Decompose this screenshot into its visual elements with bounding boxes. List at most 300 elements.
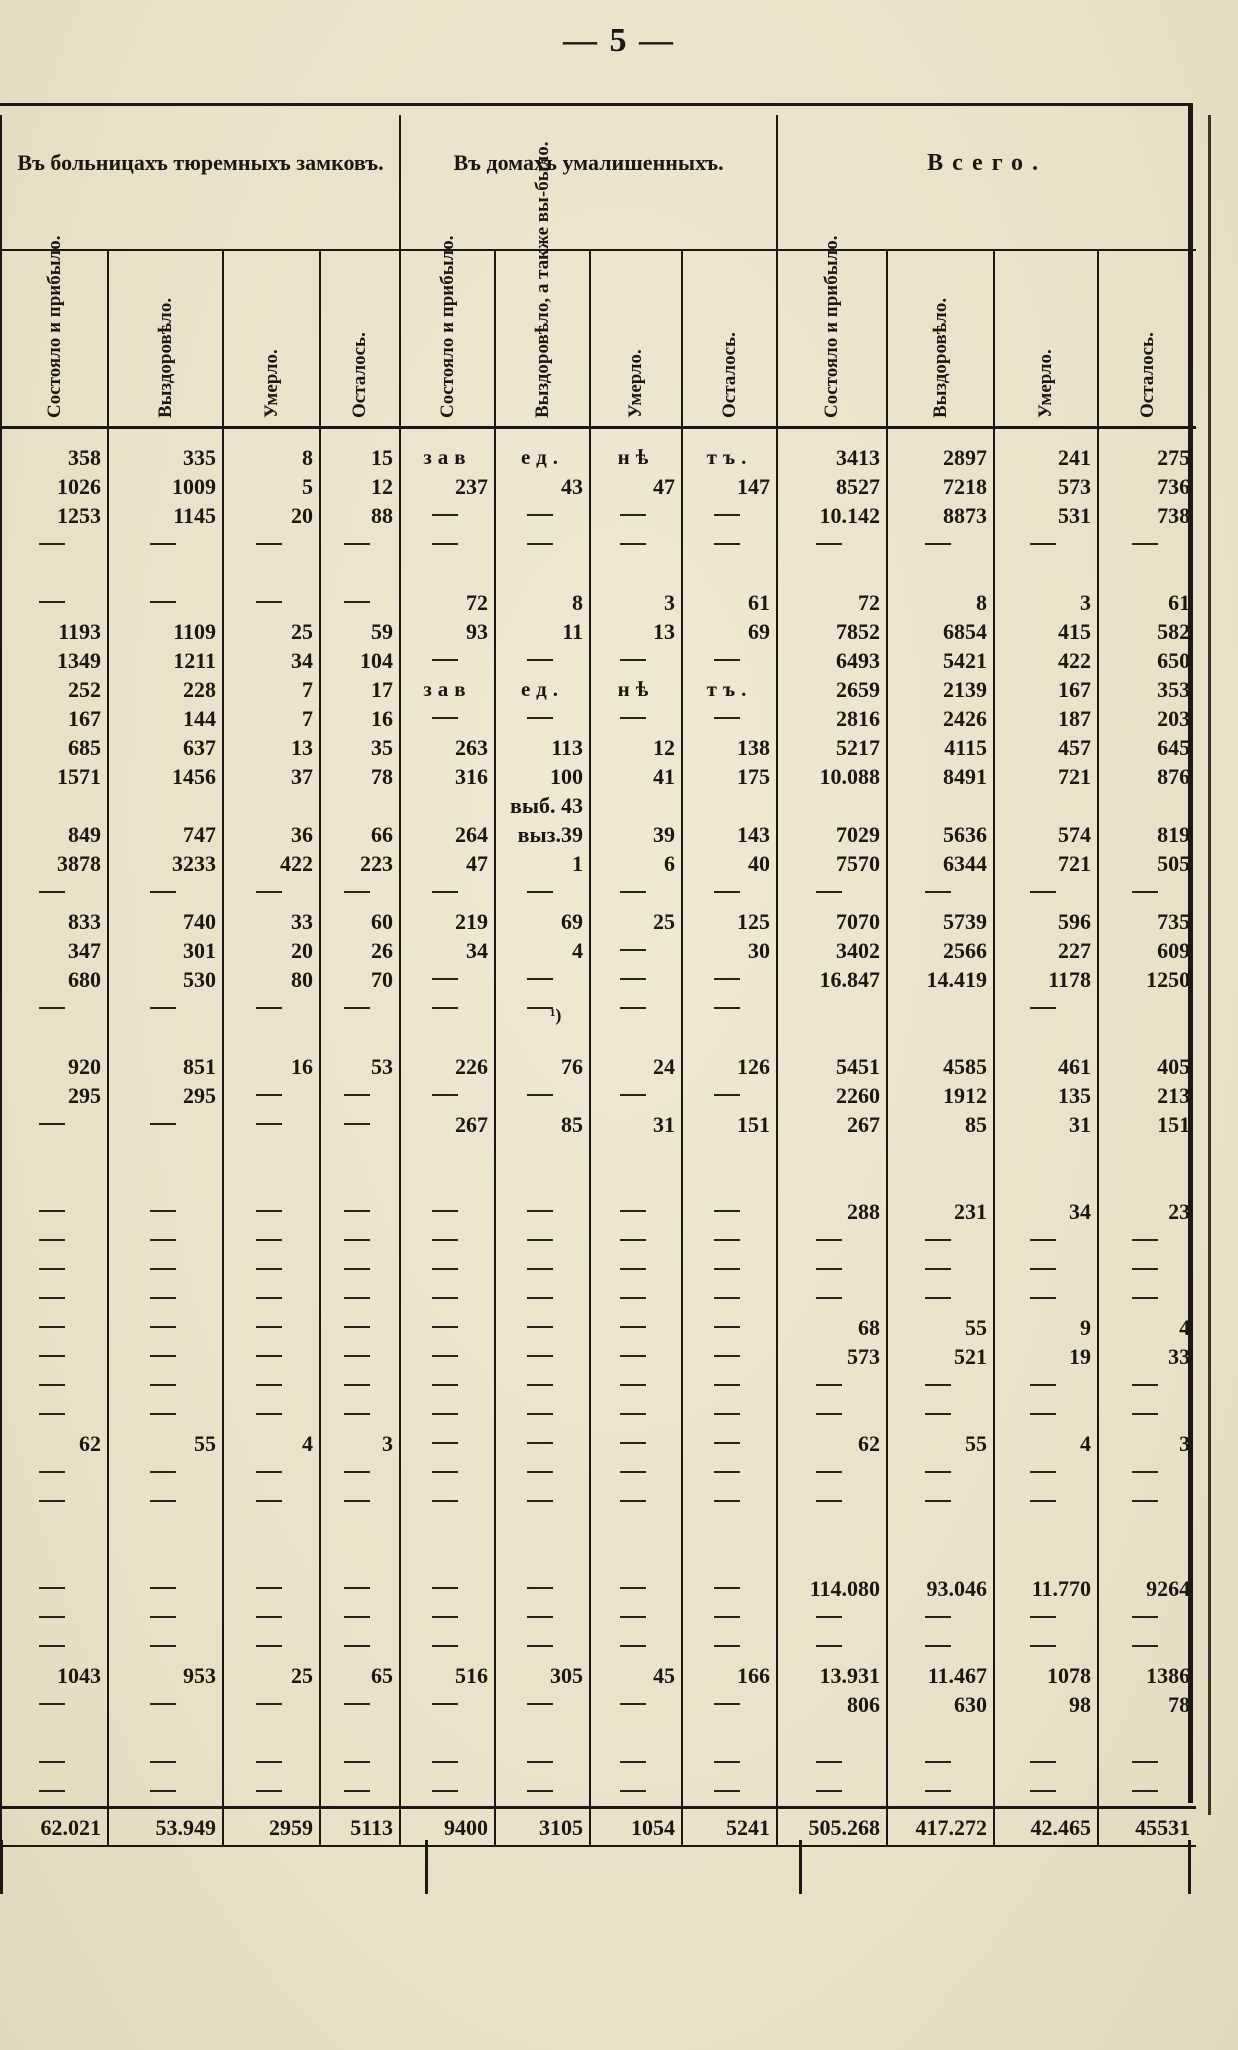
table-row [1,1516,1196,1545]
table-cell: 953 [108,1661,223,1690]
table-cell [223,1516,320,1545]
table-cell [994,1719,1098,1748]
table-cell [108,1603,223,1632]
table-cell: 531 [994,501,1098,530]
table-cell: 11.770 [994,1574,1098,1603]
table-cell: 630 [887,1690,994,1719]
total-cell: 45531 [1098,1808,1196,1847]
table-cell: 1043 [1,1661,108,1690]
table-cell [495,1545,590,1574]
table-cell [682,704,777,733]
table-cell: 20 [223,501,320,530]
table-cell [400,646,495,675]
table-cell: 267 [777,1110,887,1139]
table-cell [682,1632,777,1661]
table-cell [223,1400,320,1429]
table-cell [1,1545,108,1574]
table-row [1,1545,1196,1574]
table-cell [1,1342,108,1371]
table-cell [223,1458,320,1487]
table-cell: 738 [1098,501,1196,530]
table-cell [108,1516,223,1545]
table-cell: нѣ [590,675,682,704]
table-row [1,1574,1196,1603]
table-cell: 2566 [887,936,994,965]
table-cell [223,1574,320,1603]
column-header-row [1,250,1196,428]
table-cell: 6344 [887,849,994,878]
table-cell [590,1313,682,1342]
table-cell [777,1487,887,1516]
table-cell [887,1748,994,1777]
table-cell: 151 [1098,1110,1196,1139]
column-tail [425,1840,428,1894]
table-cell [495,559,590,588]
table-row [1,1168,1196,1197]
table-cell: 3 [590,588,682,617]
table-cell [223,588,320,617]
table-cell: 34 [400,936,495,965]
table-cell: 2260 [777,1081,887,1110]
table-cell [320,1400,400,1429]
table-cell: 267 [400,1110,495,1139]
table-row [1,1400,1196,1429]
table-cell: 252 [1,675,108,704]
table-cell [1,1023,108,1052]
table-cell [108,878,223,907]
column-header [777,235,887,428]
table-cell [1098,1487,1196,1516]
table-cell: 609 [1098,936,1196,965]
table-cell [400,1516,495,1545]
table-row [1,1429,1196,1458]
table-cell: 4 [223,1429,320,1458]
table-cell [320,1719,400,1748]
table-cell: 66 [320,820,400,849]
column-header-label: Осталось. [1136,332,1158,418]
table-cell [400,559,495,588]
table-cell [994,1545,1098,1574]
table-cell [887,791,994,820]
table-cell [590,1574,682,1603]
table-cell [495,501,590,530]
table-cell: 645 [1098,733,1196,762]
table-cell: 61 [682,588,777,617]
table-cell: тъ. [682,675,777,704]
table-row [1,1632,1196,1661]
table-cell [223,1632,320,1661]
table-cell [590,1226,682,1255]
table-cell [887,1371,994,1400]
table-cell: 7070 [777,907,887,936]
table-cell [223,791,320,820]
table-cell: 147 [682,472,777,501]
table-cell [1098,1516,1196,1545]
table-cell: выз.39 [495,820,590,849]
table-cell: 4115 [887,733,994,762]
table-cell [320,878,400,907]
table-cell [495,1719,590,1748]
table-cell: нѣ [590,428,682,473]
table-cell: 47 [590,472,682,501]
table-cell [495,994,590,1023]
table-cell: 126 [682,1052,777,1081]
table-cell: 41 [590,762,682,791]
table-cell [320,1197,400,1226]
table-cell: 1145 [108,501,223,530]
table-cell [590,1139,682,1168]
table-cell [590,559,682,588]
table-cell: 275 [1098,428,1196,473]
table-cell [320,530,400,559]
table-cell [1,1197,108,1226]
table-cell [777,1545,887,1574]
table-cell [108,1342,223,1371]
table-cell [887,1168,994,1197]
table-row [1,1197,1196,1226]
table-cell: 34 [994,1197,1098,1226]
column-header-label: Выздоровѣло. [154,297,176,418]
column-header-label: Умерло. [260,349,282,418]
table-row [1,1661,1196,1690]
table-row [1,994,1196,1023]
table-cell [590,1690,682,1719]
total-cell: 3105 [495,1808,590,1847]
table-cell: 1912 [887,1081,994,1110]
table-cell [994,559,1098,588]
table-cell: 25 [590,907,682,936]
column-header [590,250,682,428]
table-cell: 55 [887,1429,994,1458]
table-cell: 11.467 [887,1661,994,1690]
table-cell: 231 [887,1197,994,1226]
table-cell: 13 [590,617,682,646]
table-cell: 530 [108,965,223,994]
table-cell [1,1719,108,1748]
table-cell [108,1110,223,1139]
table-cell [887,1603,994,1632]
table-cell [887,994,994,1023]
table-cell: 85 [495,1110,590,1139]
table-cell [777,1255,887,1284]
table-cell: 11 [495,617,590,646]
table-cell: зав [400,675,495,704]
table-row [1,617,1196,646]
table-row [1,559,1196,588]
table-cell: 37 [223,762,320,791]
table-cell [400,1748,495,1777]
table-cell [887,530,994,559]
table-cell: 151 [682,1110,777,1139]
table-cell [887,1226,994,1255]
table-cell [777,1777,887,1808]
table-cell [495,1632,590,1661]
table-cell [400,1023,495,1052]
table-cell [320,1342,400,1371]
table-cell: 263 [400,733,495,762]
table-cell [682,559,777,588]
table-cell: 47 [400,849,495,878]
table-cell: 93 [400,617,495,646]
table-row [1,762,1196,791]
table-cell [320,1748,400,1777]
table-cell [400,1226,495,1255]
table-cell [223,1139,320,1168]
column-header [994,250,1098,428]
table-cell: 819 [1098,820,1196,849]
table-cell [108,1313,223,1342]
table-cell [682,878,777,907]
table-cell [400,1690,495,1719]
table-cell [1,994,108,1023]
table-cell [108,1139,223,1168]
table-cell: ед. [495,675,590,704]
table-cell: 516 [400,1661,495,1690]
table-row [1,1023,1196,1052]
table-cell: 573 [994,472,1098,501]
table-cell: 35 [320,733,400,762]
table-cell [108,1284,223,1313]
column-header-label: Осталось. [718,332,740,418]
table-cell: 573 [777,1342,887,1371]
table-cell [682,1371,777,1400]
table-cell [590,1081,682,1110]
table-cell [108,994,223,1023]
table-cell [590,530,682,559]
table-cell: 264 [400,820,495,849]
table-cell [400,1487,495,1516]
table-row [1,820,1196,849]
table-cell: 104 [320,646,400,675]
group-header-row [1,115,1196,250]
total-cell: 5241 [682,1808,777,1847]
table-cell [994,530,1098,559]
table-cell: 747 [108,820,223,849]
table-cell: 353 [1098,675,1196,704]
table-cell [1098,1603,1196,1632]
table-cell: 65 [320,1661,400,1690]
table-row [1,675,1196,704]
table-cell: 10.142 [777,501,887,530]
table-cell [1098,1719,1196,1748]
table-cell [590,1516,682,1545]
table-cell [1,1139,108,1168]
table-cell: 125 [682,907,777,936]
table-cell: 36 [223,820,320,849]
table-cell: 3 [320,1429,400,1458]
column-header-label: Осталось. [349,332,370,418]
total-cell: 5113 [320,1808,400,1847]
table-cell [495,1168,590,1197]
table-cell [400,1081,495,1110]
table-cell: 295 [1,1081,108,1110]
table-cell: 61 [1098,588,1196,617]
column-header-label: Состояло и прибыло. [436,235,458,418]
table-cell [994,1632,1098,1661]
table-cell: 203 [1098,704,1196,733]
total-cell: 53.949 [108,1808,223,1847]
table-cell: 735 [1098,907,1196,936]
table-cell [590,1400,682,1429]
table-cell [1,1313,108,1342]
table-row [1,530,1196,559]
table-cell: 521 [887,1342,994,1371]
table-cell [223,1371,320,1400]
table-cell [108,1719,223,1748]
table-cell [495,1516,590,1545]
table-cell [1,1603,108,1632]
table-cell [320,1255,400,1284]
table-cell [777,994,887,1023]
table-cell: 3413 [777,428,887,473]
table-cell [994,878,1098,907]
table-cell: 5636 [887,820,994,849]
table-cell [682,1255,777,1284]
column-header [108,250,223,428]
table-cell [1098,1632,1196,1661]
table-cell [108,1777,223,1808]
total-cell: 62.021 [1,1808,108,1847]
table-cell [682,1487,777,1516]
table-cell [887,878,994,907]
table-cell [590,1255,682,1284]
table-cell [682,1748,777,1777]
table-row [1,428,1196,473]
table-cell: 422 [223,849,320,878]
table-cell [320,559,400,588]
table-row [1,501,1196,530]
table-cell: 17 [320,675,400,704]
table-cell [223,1110,320,1139]
table-cell [1098,1748,1196,1777]
table-cell: 1253 [1,501,108,530]
table-cell [994,1255,1098,1284]
table-cell [495,704,590,733]
table-cell: 135 [994,1081,1098,1110]
table-cell [1,1632,108,1661]
table-cell [223,1313,320,1342]
table-cell: 7852 [777,617,887,646]
table-cell: 78 [1098,1690,1196,1719]
table-cell [108,1400,223,1429]
table-cell [1,1487,108,1516]
table-cell: 8 [887,588,994,617]
table-cell [590,1777,682,1808]
table-cell [682,1458,777,1487]
table-cell [1098,1139,1196,1168]
table-cell [108,1458,223,1487]
table-cell: 6 [590,849,682,878]
table-cell [223,1777,320,1808]
table-cell [108,588,223,617]
table-cell [320,1313,400,1342]
table-cell: 167 [1,704,108,733]
table-cell [590,994,682,1023]
table-cell [887,1023,994,1052]
table-cell: 920 [1,1052,108,1081]
table-cell: 740 [108,907,223,936]
table-row [1,1487,1196,1516]
table-cell: 8527 [777,472,887,501]
table-cell [320,1023,400,1052]
table-cell [777,1719,887,1748]
table-cell [682,1168,777,1197]
table-cell [400,1313,495,1342]
table-cell [400,965,495,994]
table-cell [682,646,777,675]
table-cell [994,1168,1098,1197]
table-cell: 62 [1,1429,108,1458]
table-cell: 7218 [887,472,994,501]
table-cell: 187 [994,704,1098,733]
table-cell: 16.847 [777,965,887,994]
table-cell: 2139 [887,675,994,704]
table-body [1,428,1196,1808]
table-cell [495,530,590,559]
table-cell: 3402 [777,936,887,965]
table-cell: 93.046 [887,1574,994,1603]
table-cell [777,1168,887,1197]
column-tail [799,1840,802,1894]
table-cell: 457 [994,733,1098,762]
table-cell [887,1458,994,1487]
table-cell [1,791,108,820]
table-cell [1098,1284,1196,1313]
table-cell: 1026 [1,472,108,501]
table-cell: 1078 [994,1661,1098,1690]
table-cell [223,1719,320,1748]
table-cell [590,1545,682,1574]
table-cell [108,1748,223,1777]
table-cell [495,1458,590,1487]
table-cell: 685 [1,733,108,762]
table-cell: 4 [495,936,590,965]
table-cell: 213 [1098,1081,1196,1110]
table-cell: 721 [994,762,1098,791]
table-cell: 5739 [887,907,994,936]
table-cell: 1178 [994,965,1098,994]
table-cell [994,1226,1098,1255]
table-cell [682,1574,777,1603]
table-cell [994,1516,1098,1545]
total-cell: 417.272 [887,1808,994,1847]
table-cell [590,1284,682,1313]
table-cell: 3878 [1,849,108,878]
table-cell: 1349 [1,646,108,675]
table-cell: 60 [320,907,400,936]
table-cell [108,1371,223,1400]
table-cell: ед. [495,428,590,473]
table-cell: 144 [108,704,223,733]
table-cell [223,559,320,588]
table-cell: 40 [682,849,777,878]
table-cell [1098,1458,1196,1487]
table-cell: 7570 [777,849,887,878]
table-row [1,704,1196,733]
table-cell [682,501,777,530]
table-cell [682,1719,777,1748]
table-cell [108,1197,223,1226]
table-cell [590,965,682,994]
table-cell: 241 [994,428,1098,473]
table-cell [1,1255,108,1284]
table-cell [495,1226,590,1255]
table-cell: 7 [223,704,320,733]
column-header-label: Выздоровѣло. [929,297,951,418]
table-cell [682,1313,777,1342]
table-cell [400,1168,495,1197]
column-header [887,250,994,428]
